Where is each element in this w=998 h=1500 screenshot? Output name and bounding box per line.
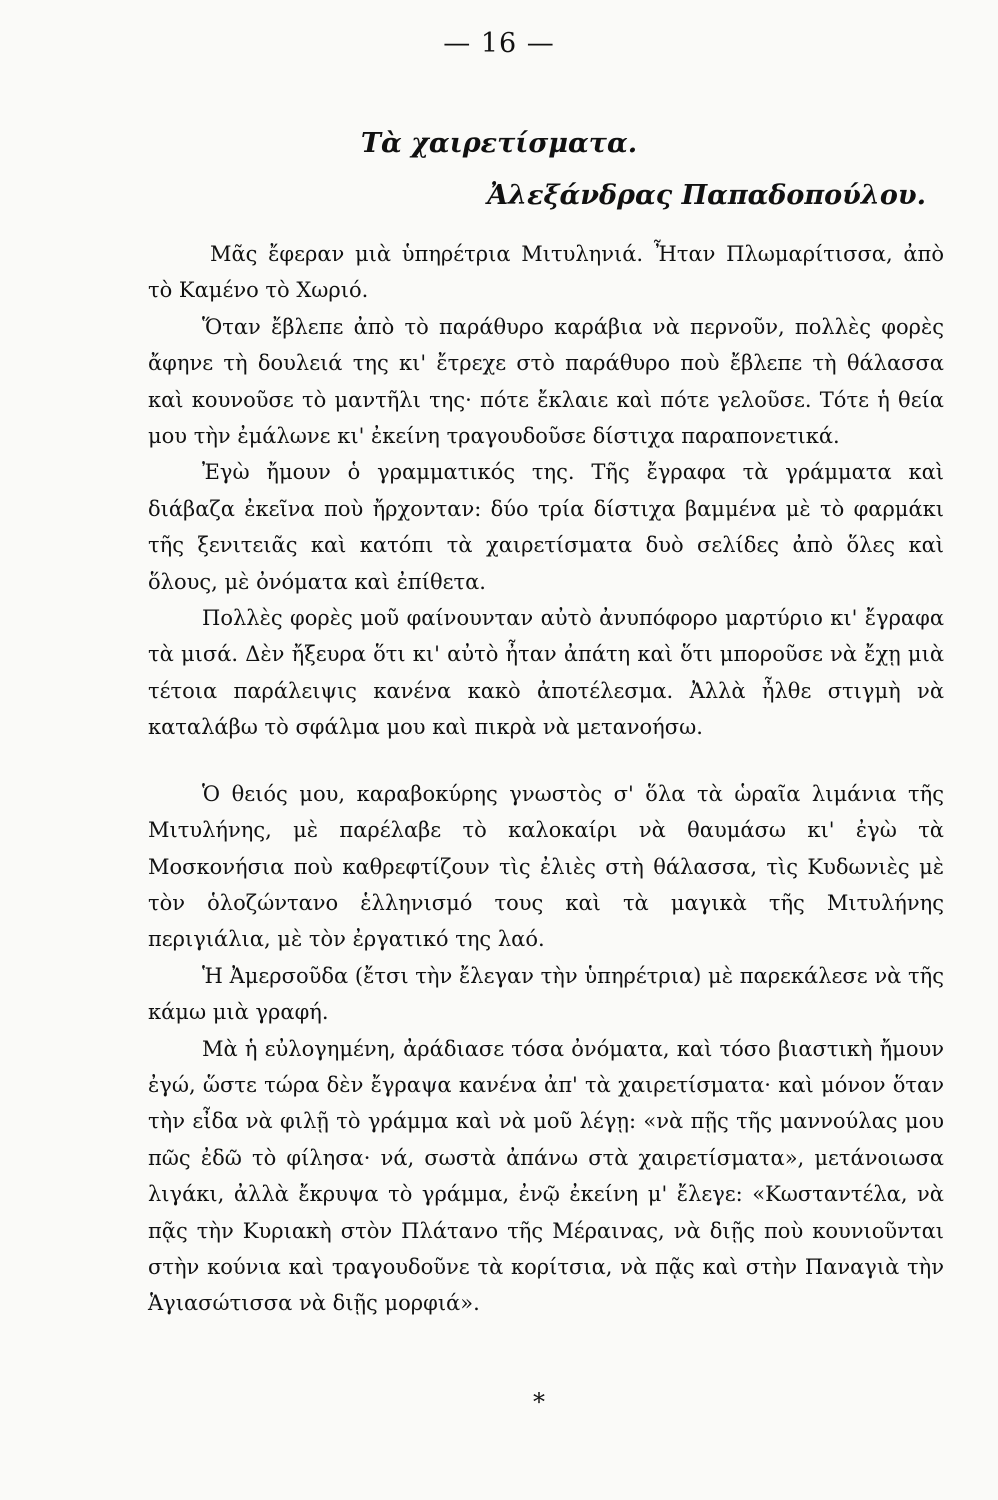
paragraph: Ἡ Ἀμερσοῦδα (ἔτσι τὴν ἔλεγαν τὴν ὑπηρέτρια) μὲ παρεκάλεσε νὰ τῆς κάμω μιὰ γραφή. — [148, 963, 944, 1025]
chapter-title: Τὰ χαιρετίσματα. — [360, 128, 638, 159]
page-number: — 16 — — [443, 28, 555, 59]
section-separator: * — [533, 1388, 545, 1416]
paragraph: Μᾶς ἔφεραν μιὰ ὑπηρέτρια Μιτυληνιά. Ἦταν Πλωμαρίτισσα, ἀπὸ τὸ Καμένο τὸ Χωριό. — [148, 242, 944, 303]
paragraph: Ὁ θειός μου, καραβοκύρης γνωστὸς σ' ὅλα τὰ ὡραῖα λιμάνια τῆς Μιτυλήνης, μὲ παρέλαβε τὸ καλοκαίρι νὰ θαυμάσω κι' ἐγὼ τὰ Μοσκονήσια ποὺ καθρεφτίζουν τὶς ἐλιὲς στὴ θάλασσα, τὶς Κυδωνιὲς μὲ τὸν ὁλοζώντανο ἑλληνισμό τους καὶ τὰ μαγικὰ τῆς Μιτυλήνης περιγιάλια, μὲ τὸν ἐργατικό της λαό. — [148, 781, 944, 952]
paragraph: Πολλὲς φορὲς μοῦ φαίνουνταν αὐτὸ ἀνυπόφορο μαρτύριο κι' ἔγραφα τὰ μισά. Δὲν ἤξευρα ὅτι κι' αὐτὸ ἦταν ἀπάτη καὶ ὅτι μποροῦσε νὰ ἔχῃ μιὰ τέτοια παράλειψις κανένα κακὸ ἀποτέλεσμα. Ἀλλὰ ἦλθε στιγμὴ νὰ καταλάβω τὸ σφάλμα μου καὶ πικρὰ νὰ μετανοήσω. — [148, 606, 944, 740]
author-name: Ἀλεξάνδρας Παπαδοπούλου. — [487, 180, 926, 211]
paragraph: Ὅταν ἔβλεπε ἀπὸ τὸ παράθυρο καράβια νὰ περνοῦν, πολλὲς φορὲς ἄφηνε τὴ δουλειά της κι' ἔτρεχε στὸ παράθυρο ποὺ ἔβλεπε τὴ θάλασσα καὶ κουνοῦσε τὸ μαντῆλι της· πότε ἔκλαιε καὶ πότε γελοῦσε. Τότε ἡ θεία μου τὴν ἐμάλωνε κι' ἐκείνη τραγουδοῦσε δίστιχα παραπονετικά. — [148, 314, 944, 449]
paragraph: Ἐγὼ ἤμουν ὁ γραμματικός της. Τῆς ἔγραφα τὰ γράμματα καὶ διάβαζα ἐκεῖνα ποὺ ἤρχονταν: δύο τρία δίστιχα βαμμένα μὲ τὸ φαρμάκι τῆς ξενιτειᾶς καὶ κατόπι τὰ χαιρετίσματα δυὸ σελίδες ἀπὸ ὅλες καὶ ὅλους, μὲ ὀνόματα καὶ ἐπίθετα. — [148, 460, 944, 594]
body-text — [148, 236, 944, 1322]
paragraph: Μὰ ἡ εὐλογημένη, ἀράδιασε τόσα ὀνόματα, καὶ τόσο βιαστικὴ ἤμουν ἐγώ, ὥστε τώρα δὲν ἔγραψα κανένα ἀπ' τὰ χαιρετίσματα· καὶ μόνον ὅταν τὴν εἶδα νὰ φιλῇ τὸ γράμμα καὶ νὰ μοῦ λέγῃ: «νὰ πῇς τῆς μαννούλας μου πῶς ἐδῶ τὸ φίλησα· νά, σωστὰ ἀπάνω στὰ χαιρετίσματα», μετάνοιωσα λιγάκι, ἀλλὰ ἔκρυψα τὸ γράμμα, ἐνῷ ἐκείνη μ' ἔλεγε: «Κωσταντέλα, νὰ πᾷς τὴν Κυριακὴ στὸν Πλάτανο τῆς Μέραινας, νὰ διῇς ποὺ κουνιοῦνται στὴν κούνια καὶ τραγουδοῦνε τὰ κορίτσια, νὰ πᾷς καὶ στὴν Παναγιὰ τὴν Ἁγιασώτισσα νὰ διῇς μορφιά». — [148, 1036, 944, 1316]
